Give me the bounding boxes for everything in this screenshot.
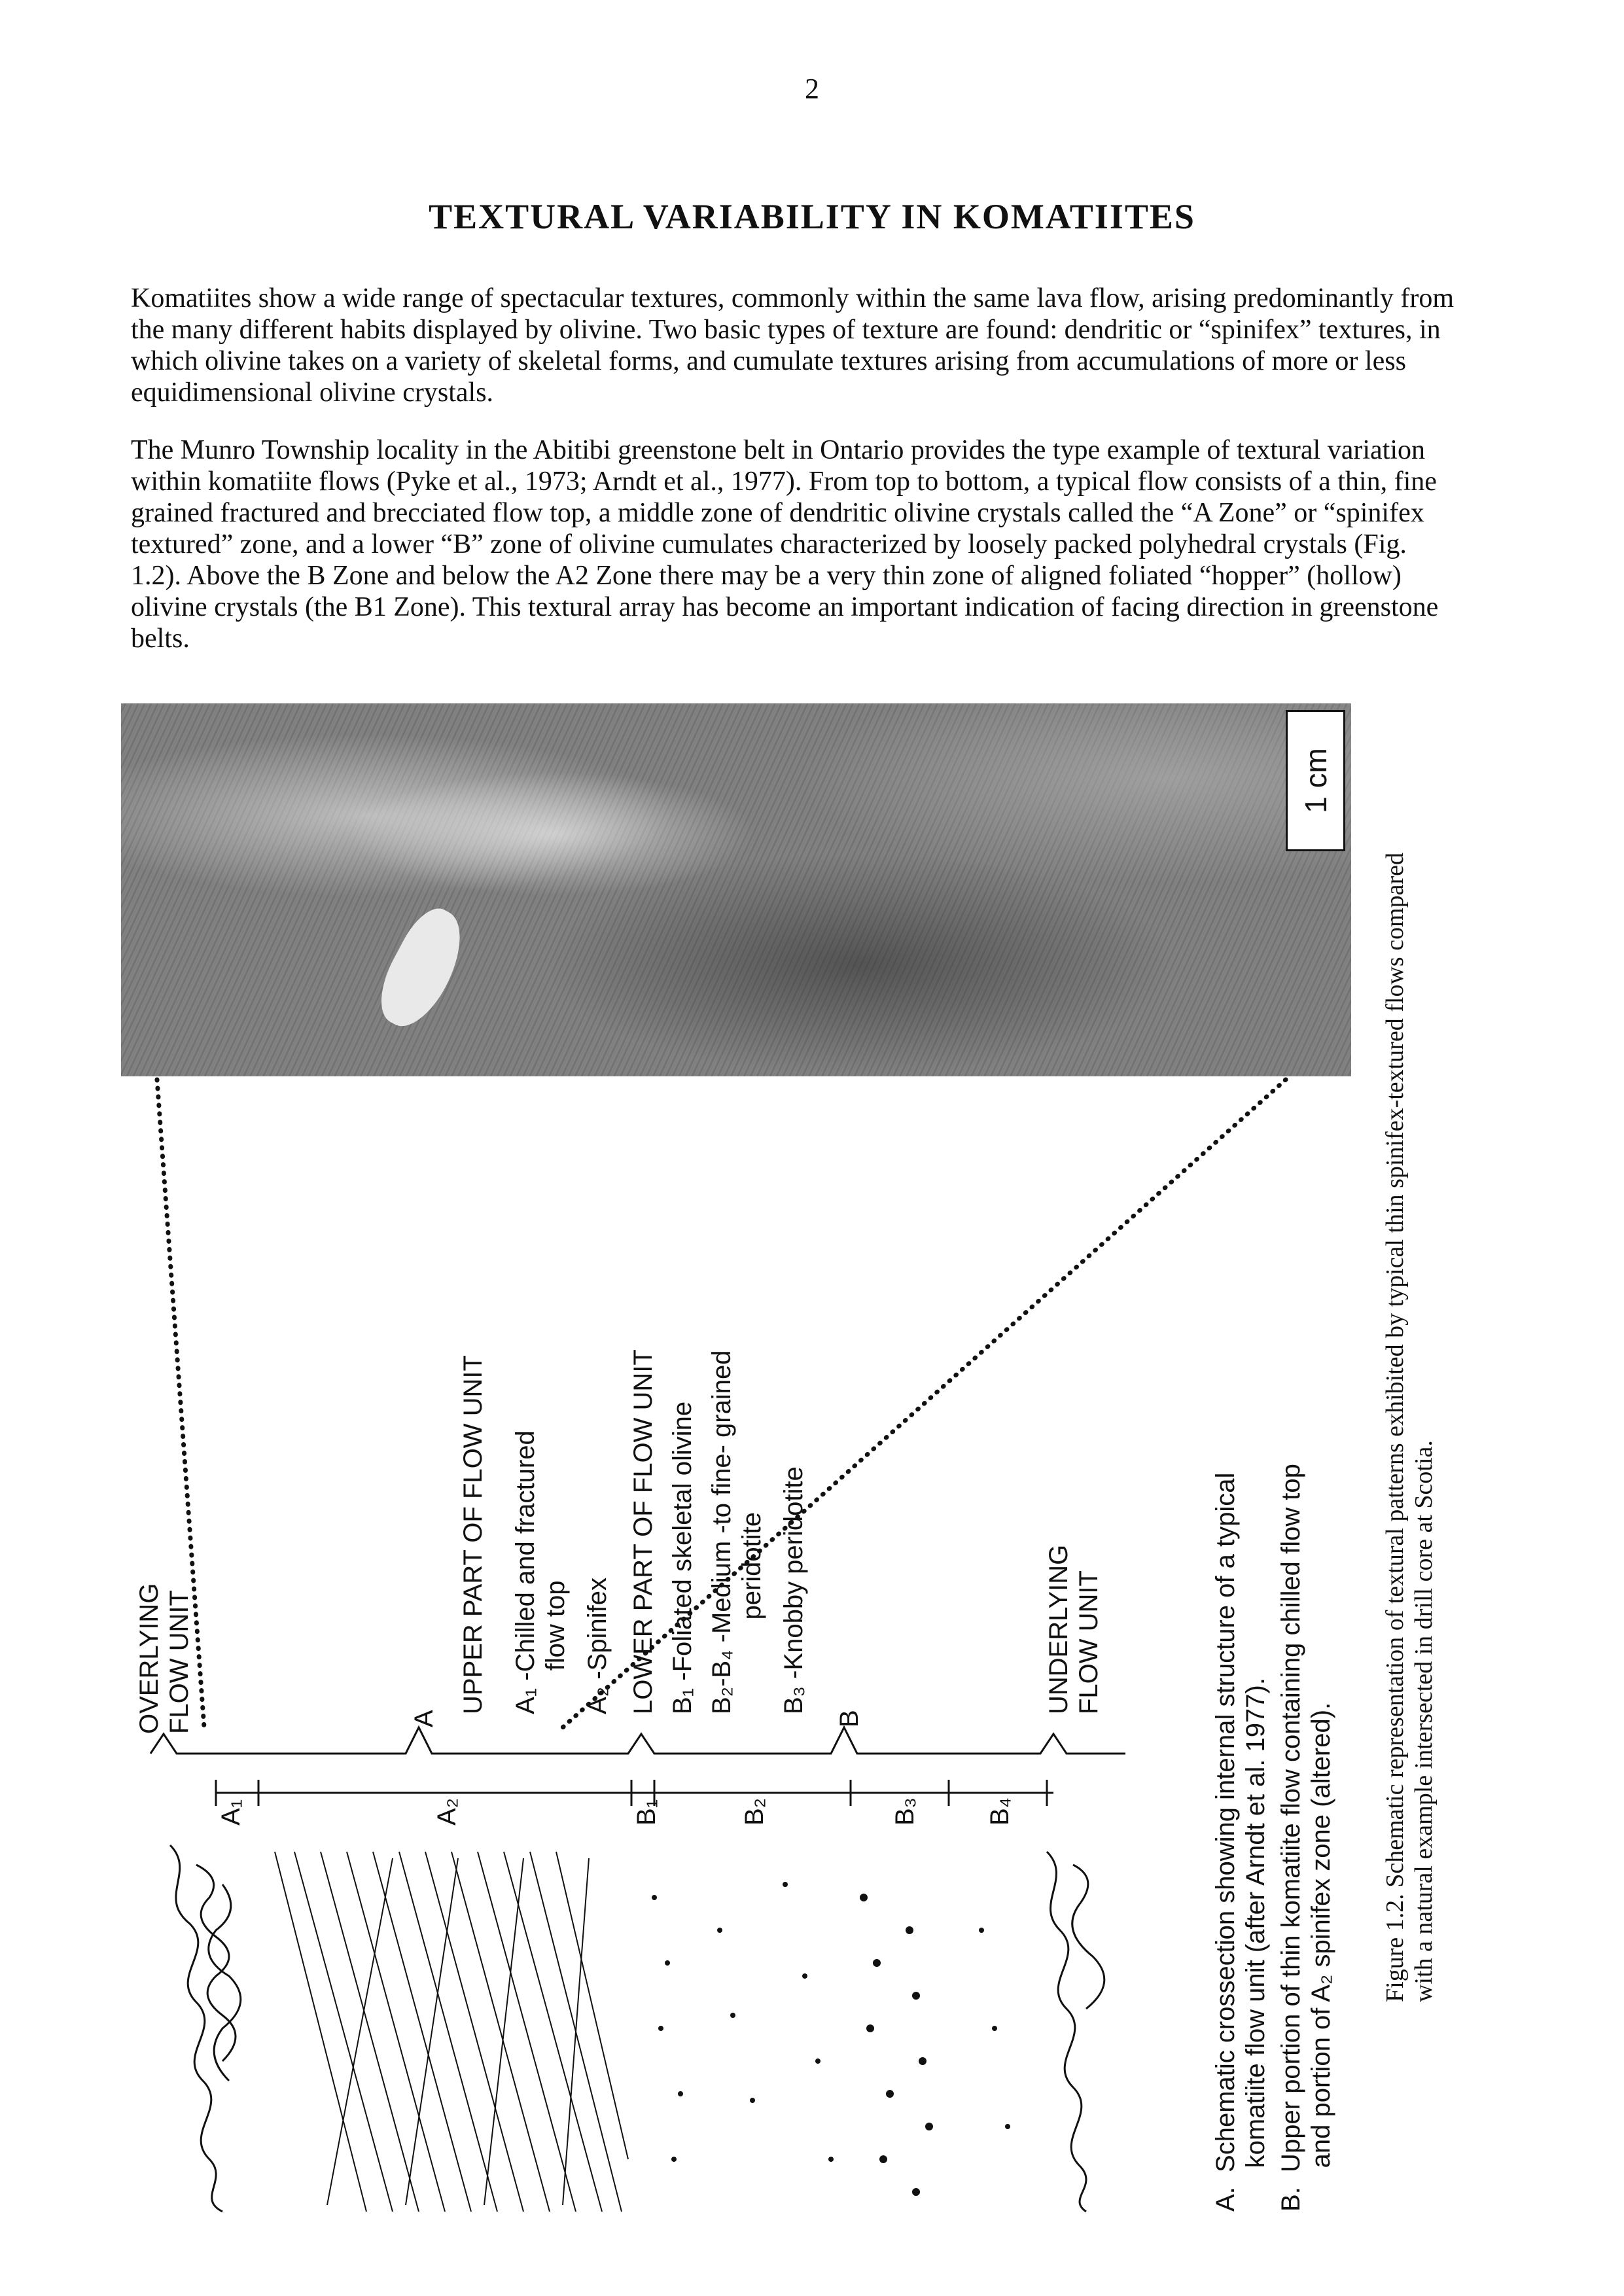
page-title: TEXTURAL VARIABILITY IN KOMATIITES	[429, 197, 1195, 236]
zone-label-b4: B₄	[985, 1797, 1014, 1826]
label-b2b4-peridotite: B₂-B₄ -Medium -to fine- grained peridotite	[707, 1350, 766, 1714]
cross-section-schematic	[170, 1845, 1104, 2212]
brace-label-a: A	[410, 1710, 438, 1727]
label-a1-chilled: A₁ -Chilled and fractured flow top	[511, 1430, 570, 1714]
zone-label-a1: A₁	[217, 1799, 245, 1826]
brace-label-b: B	[835, 1710, 864, 1727]
zone-label-b3: B₃	[891, 1797, 919, 1826]
label-upper-part: UPPER PART OF FLOW UNIT	[459, 1355, 487, 1714]
label-b1-foliated: B₁ -Foliated skeletal olivine	[668, 1401, 697, 1714]
paragraph-munro: The Munro Township locality in the Abitibi greenstone belt in Ontario provides the type example of textural variation within komatiite flows (Pyke et al., 1973; Arndt et al., 1977). From top to bottom, a typical flow consists of a thin, fine grained fractured and brecciated flow top, a middle zone of dendritic olivine crystals called the “A Zone” or “spinifex textured” zone, and a lower “B” zone of olivine cumulates characterized by loosely packed polyhedral crystals (Fig. 1.2). Above the B Zone and below the A2 Zone there may be a very thin zone of aligned foliated “hopper” (hollow) olivine crystals (the B1 Zone). This textural array has become an important indication of facing direction in greenstone belts.	[131, 435, 1439, 654]
label-underlying-flow-unit: UNDERLYING FLOW UNIT	[1044, 1544, 1103, 1714]
label-b3-knobby: B₃ -Knobby peridotite	[779, 1466, 808, 1714]
page-number: 2	[805, 73, 819, 105]
label-a2-spinifex: A₂ -Spinifex	[583, 1578, 612, 1714]
legend-b: B. Upper portion of thin komatiite flow containing chilled flow top and portion of A₂ spinifex zone (altered).	[1277, 1464, 1335, 2212]
label-overlying-flow-unit: OVERLYING FLOW UNIT	[135, 1583, 194, 1734]
legend-a: A. Schematic crossection showing internal structure of a typical komatiite flow unit (after Arndt et al. 1977).	[1211, 1472, 1270, 2212]
label-lower-part: LOWER PART OF FLOW UNIT	[629, 1349, 658, 1714]
zone-braces	[150, 1727, 1125, 1754]
figure-caption: Figure 1.2. Schematic representation of textural patterns exhibited by typical thin spinifex-textured flows compared with a natural example intersected in drill core at Scotia.	[1381, 853, 1438, 2002]
zone-label-a2: A₂	[432, 1797, 461, 1826]
scale-bar-label: 1 cm	[1298, 748, 1333, 813]
zone-label-b2: B₂	[740, 1797, 769, 1826]
zone-label-b1: B₁	[632, 1799, 661, 1826]
paragraph-intro: Komatiites show a wide range of spectacular textures, commonly within the same lava flow, arising predominantly from the many different habits displayed by olivine. Two basic types of texture are found: dendritic or “spinifex” textures, in which olivine takes on a variety of skeletal forms, and cumulate textures arising from accumulations of more or less equidimensional olivine crystals.	[131, 283, 1455, 408]
